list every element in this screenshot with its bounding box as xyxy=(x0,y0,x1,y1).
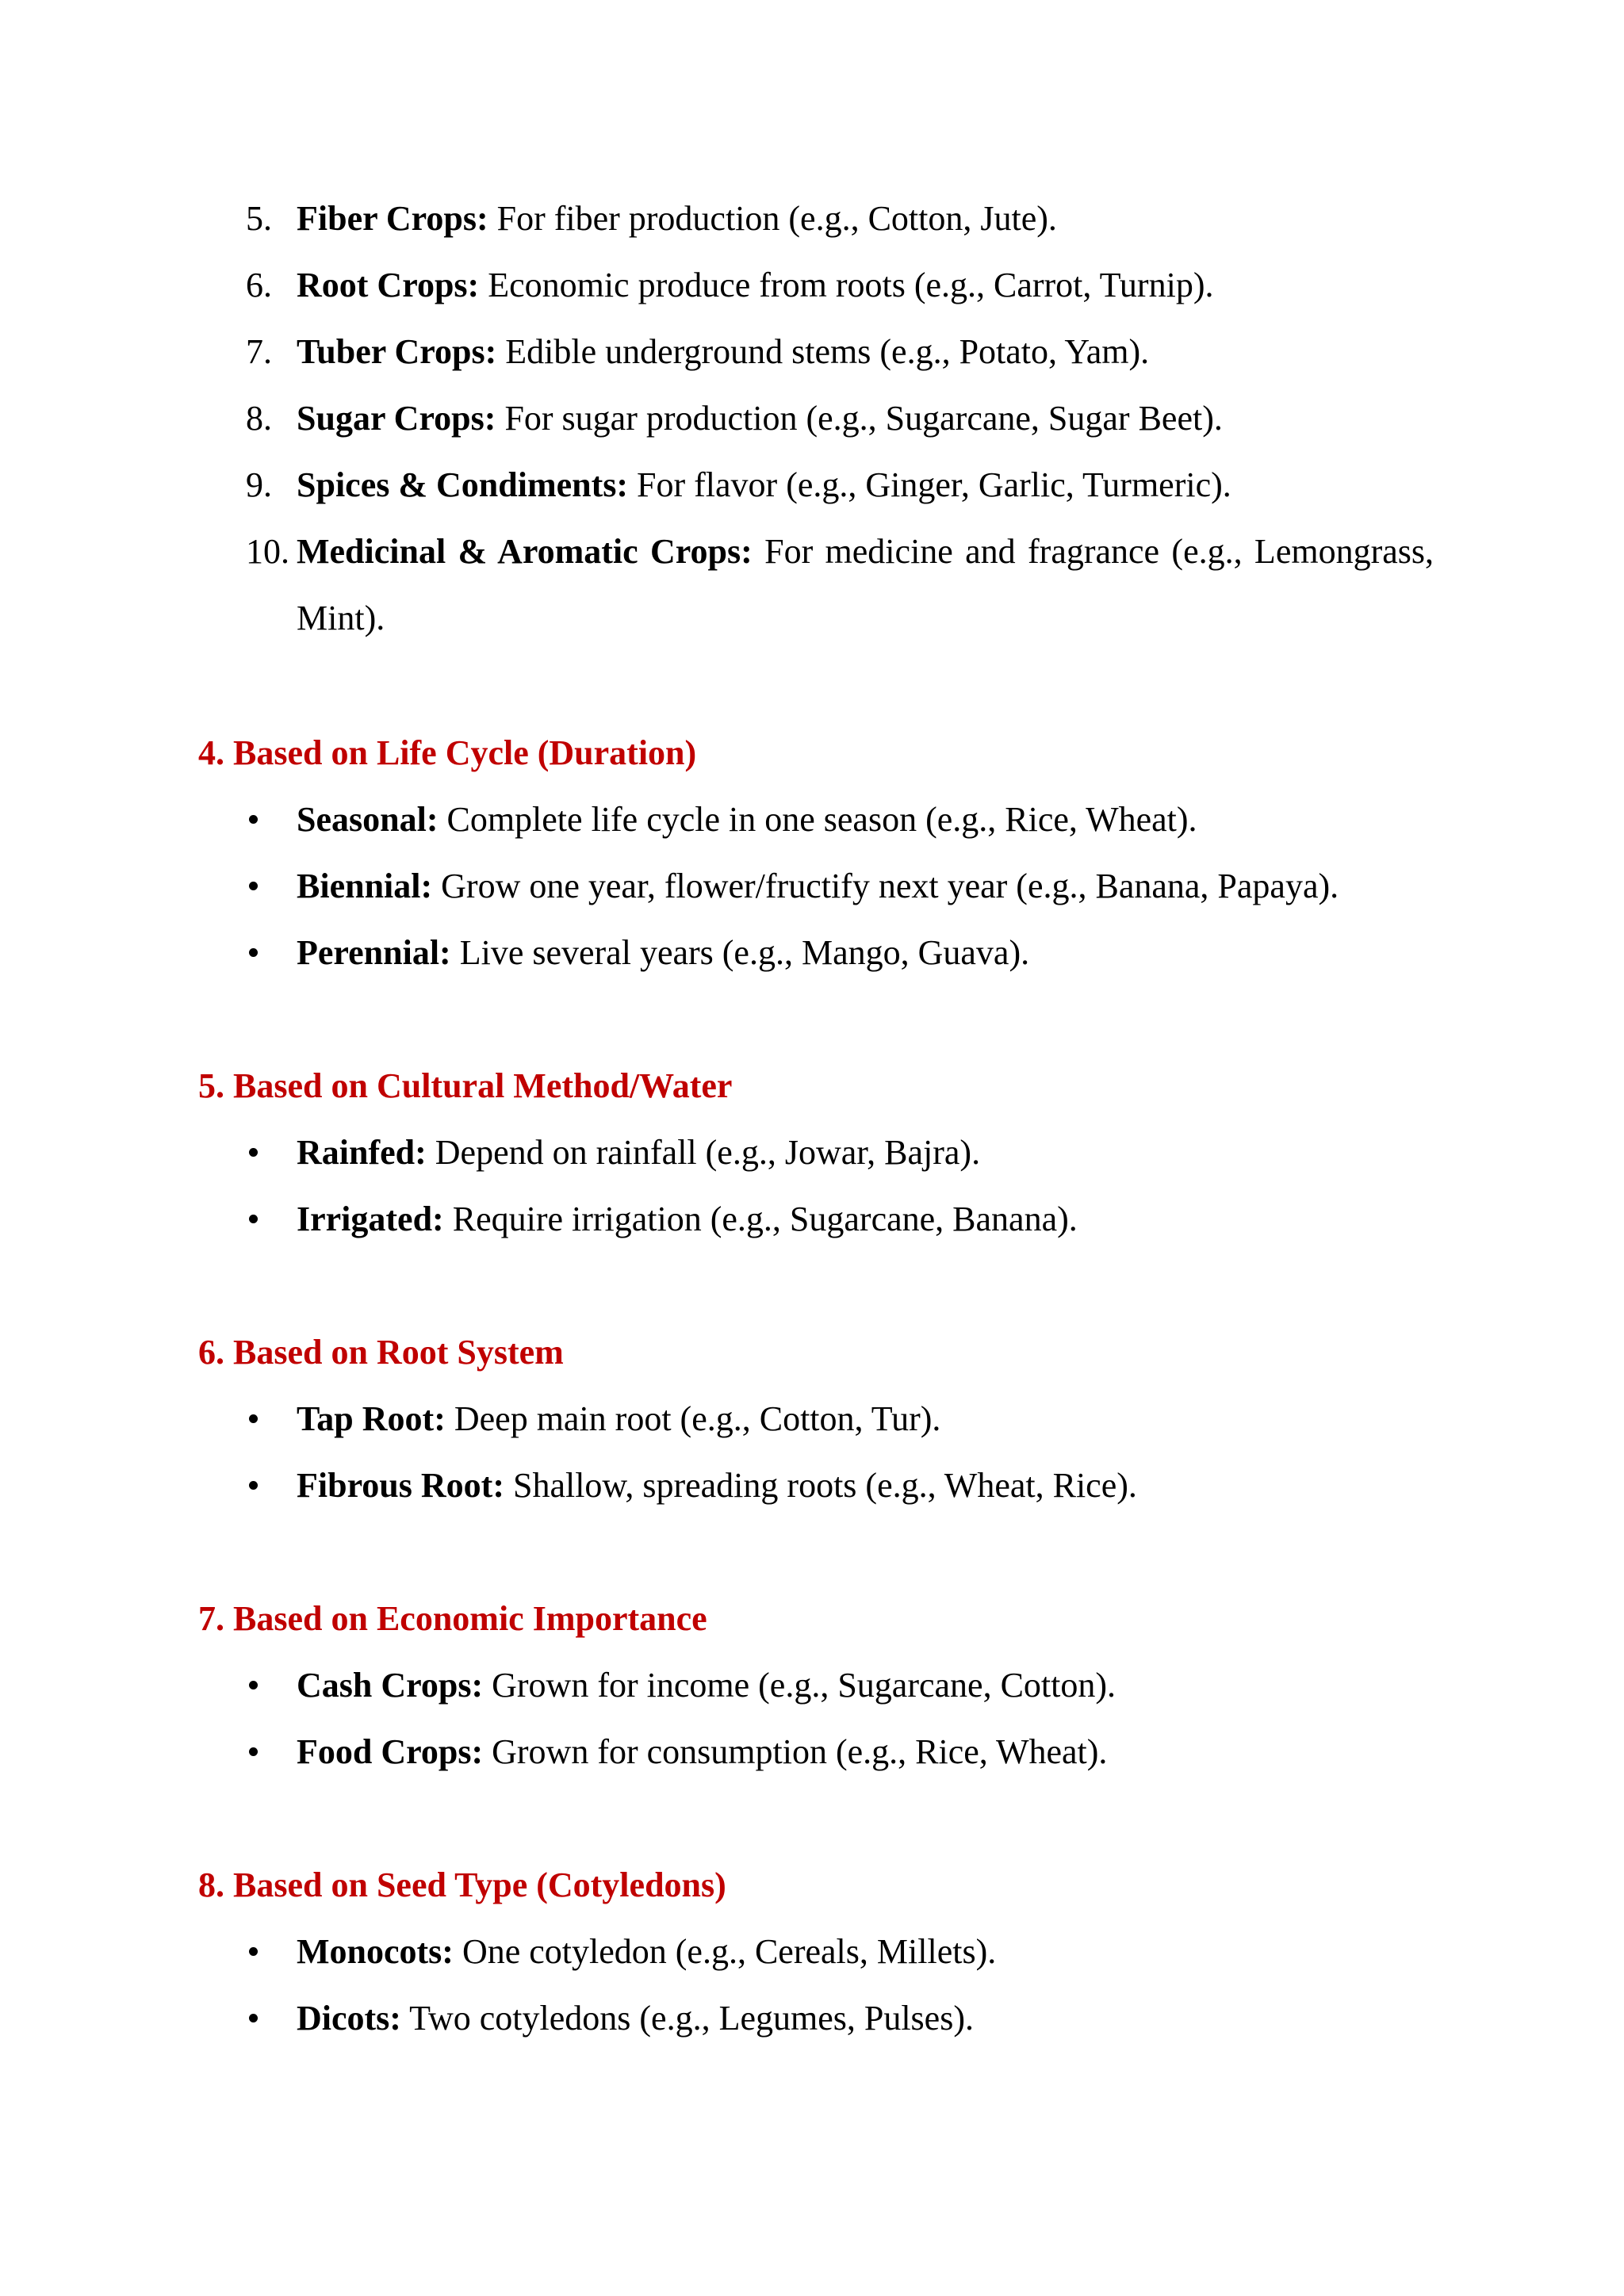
list-term: Fibrous Root: xyxy=(297,1466,504,1505)
list-number: 9. xyxy=(246,465,272,504)
list-term: Dicots: xyxy=(297,1999,401,2038)
list-description: For flavor (e.g., Ginger, Garlic, Turmeric). xyxy=(628,465,1231,504)
list-item xyxy=(0,1725,1624,1792)
crop-types-numbered-list xyxy=(0,192,1624,652)
list-description: Require irrigation (e.g., Sugarcane, Banana). xyxy=(443,1200,1078,1238)
list-term: Fiber Crops: xyxy=(297,199,488,238)
section-heading-economic-importance: 7. Based on Economic Importance xyxy=(198,1599,707,1638)
list-description: For fiber production (e.g., Cotton, Jute). xyxy=(488,199,1057,238)
bullet-icon xyxy=(249,882,258,890)
list-item xyxy=(0,392,1624,458)
bullet-icon xyxy=(249,1747,258,1756)
list-item xyxy=(0,1459,1624,1525)
bullet-icon xyxy=(249,1947,258,1956)
list-description: For medicine and fragrance (e.g., Lemongrass, Mint). xyxy=(297,532,1434,637)
bullet-icon xyxy=(249,948,258,957)
list-item xyxy=(0,1192,1624,1259)
list-term: Medicinal & Aromatic Crops: xyxy=(297,532,753,571)
list-description: Grown for income (e.g., Sugarcane, Cotton). xyxy=(483,1666,1116,1705)
list-description: Grown for consumption (e.g., Rice, Wheat). xyxy=(483,1732,1108,1771)
list-description: Shallow, spreading roots (e.g., Wheat, Rice). xyxy=(504,1466,1137,1505)
list-description: Complete life cycle in one season (e.g., Rice, Wheat). xyxy=(438,800,1197,839)
list-description: Live several years (e.g., Mango, Guava). xyxy=(450,933,1030,972)
list-item xyxy=(0,1992,1624,2058)
list-item xyxy=(0,926,1624,993)
list-item xyxy=(0,1392,1624,1459)
list-number: 10. xyxy=(246,532,289,571)
seed-type-list xyxy=(0,1925,1624,2058)
list-term: Monocots: xyxy=(297,1932,454,1971)
life-cycle-list xyxy=(0,793,1624,993)
cultural-method-list xyxy=(0,1126,1624,1259)
list-term: Spices & Condiments: xyxy=(297,465,629,504)
list-item xyxy=(0,1659,1624,1725)
list-term: Sugar Crops: xyxy=(297,399,496,438)
list-description: Grow one year, flower/fructify next year (e.g., Banana, Papaya). xyxy=(432,867,1339,905)
bullet-icon xyxy=(249,1148,258,1157)
list-description: Depend on rainfall (e.g., Jowar, Bajra). xyxy=(426,1133,981,1172)
list-description: One cotyledon (e.g., Cereals, Millets). xyxy=(453,1932,997,1971)
list-item xyxy=(0,859,1624,926)
section-heading-root-system: 6. Based on Root System xyxy=(198,1333,564,1372)
list-item xyxy=(0,325,1624,392)
list-number: 5. xyxy=(246,199,272,238)
list-term: Rainfed: xyxy=(297,1133,427,1172)
list-number: 7. xyxy=(246,332,272,371)
list-term: Irrigated: xyxy=(297,1200,444,1238)
economic-importance-list xyxy=(0,1659,1624,1792)
list-item xyxy=(0,192,1624,258)
list-term: Food Crops: xyxy=(297,1732,484,1771)
root-system-list xyxy=(0,1392,1624,1525)
list-description: Edible underground stems (e.g., Potato, Yam). xyxy=(496,332,1150,371)
bullet-icon xyxy=(249,1681,258,1689)
list-item xyxy=(0,258,1624,325)
list-description: Economic produce from roots (e.g., Carrot, Turnip). xyxy=(479,266,1214,304)
list-term: Tap Root: xyxy=(297,1399,446,1438)
bullet-icon xyxy=(249,1215,258,1223)
list-item xyxy=(0,1126,1624,1192)
list-item xyxy=(0,1925,1624,1992)
list-term: Root Crops: xyxy=(297,266,480,304)
list-description: For sugar production (e.g., Sugarcane, Sugar Beet). xyxy=(496,399,1223,438)
list-term: Seasonal: xyxy=(297,800,439,839)
section-heading-cultural-method: 5. Based on Cultural Method/Water xyxy=(198,1066,733,1105)
list-item xyxy=(0,519,1624,652)
section-heading-seed-type: 8. Based on Seed Type (Cotyledons) xyxy=(198,1866,726,1904)
list-description: Two cotyledons (e.g., Legumes, Pulses). xyxy=(400,1999,974,2038)
list-number: 6. xyxy=(246,266,272,304)
list-term: Cash Crops: xyxy=(297,1666,484,1705)
list-item xyxy=(0,458,1624,525)
list-term: Tuber Crops: xyxy=(297,332,497,371)
list-term: Perennial: xyxy=(297,933,451,972)
section-heading-life-cycle: 4. Based on Life Cycle (Duration) xyxy=(198,733,697,772)
bullet-icon xyxy=(249,2014,258,2022)
list-item xyxy=(0,793,1624,859)
list-number: 8. xyxy=(246,399,272,438)
bullet-icon xyxy=(249,815,258,824)
list-term: Biennial: xyxy=(297,867,433,905)
bullet-icon xyxy=(249,1481,258,1490)
list-description: Deep main root (e.g., Cotton, Tur). xyxy=(445,1399,941,1438)
bullet-icon xyxy=(249,1414,258,1423)
